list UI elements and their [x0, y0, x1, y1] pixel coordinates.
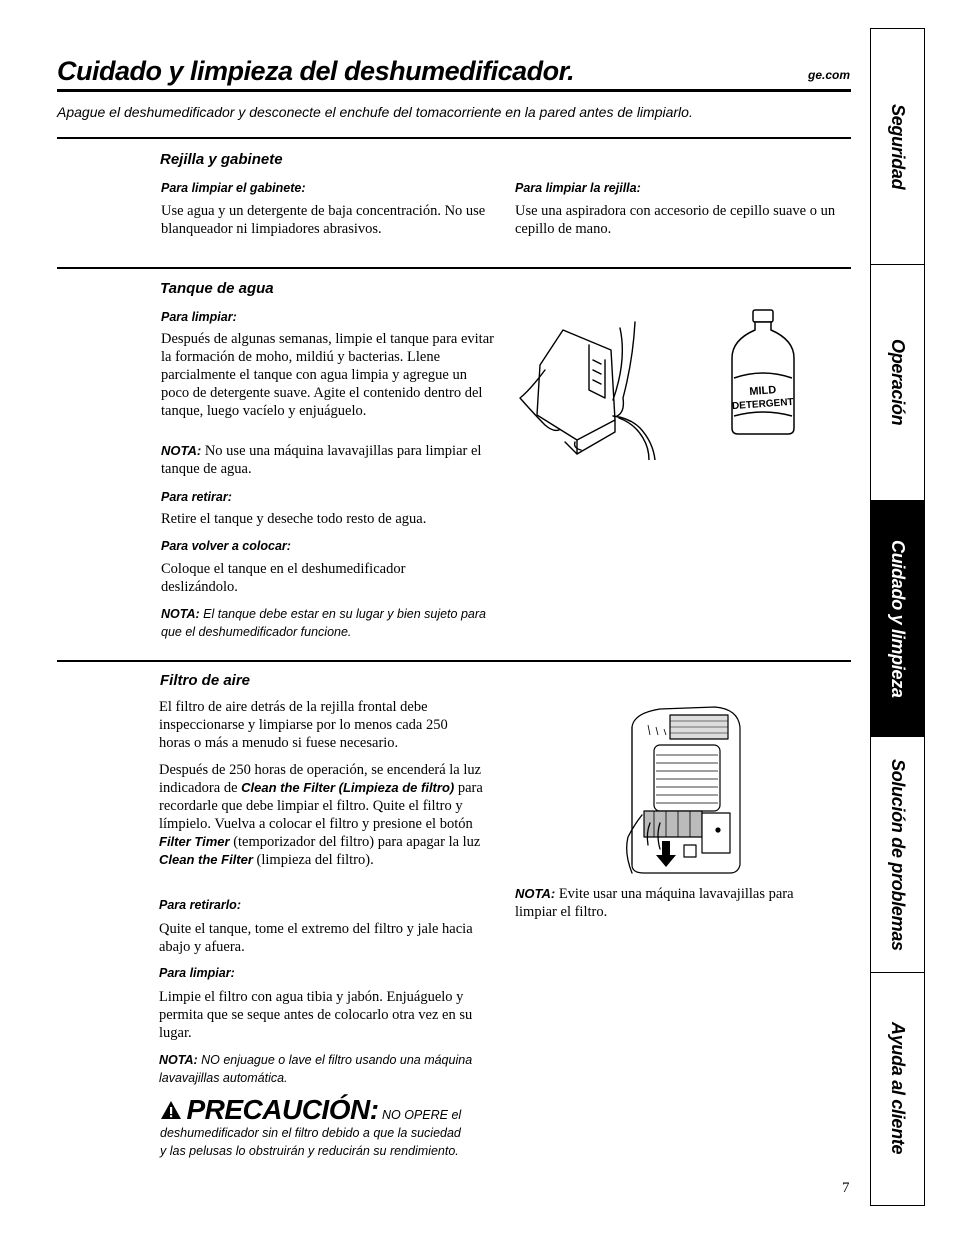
tanque-nota-2: [161, 605, 491, 641]
caution-block: [160, 1094, 461, 1126]
tab-label: Seguridad: [888, 103, 908, 190]
retirar-text: Retire el tanque y deseche todo resto de agua.: [161, 511, 427, 527]
dehumidifier-filter-illustration: [620, 705, 745, 880]
warning-icon: [160, 1100, 182, 1120]
text-run: (limpieza del filtro).: [252, 852, 374, 868]
nota-label: NOTA:: [515, 886, 556, 901]
section-divider: [57, 267, 851, 269]
sidebar-tabs: [870, 28, 925, 1206]
tab-operacion[interactable]: [871, 265, 924, 501]
section-title-rejilla: Rejilla y gabinete: [160, 151, 283, 168]
retirarlo-text: Quite el tanque, tome el extremo del filtro y jale hacia abajo y afuera.: [159, 921, 473, 955]
tab-ayuda-al-cliente[interactable]: [871, 973, 924, 1204]
section-divider: [57, 137, 851, 139]
filtro-nota: [159, 1051, 499, 1087]
filtro-nota-right: [515, 885, 825, 921]
clean-filter-term: Clean the Filter: [159, 852, 253, 867]
filtro-paragraph-2: [159, 761, 495, 869]
gabinete-label: Para limpiar el gabinete:: [161, 181, 306, 195]
rejilla-label: Para limpiar la rejilla:: [515, 181, 641, 195]
tab-label: Ayuda al cliente: [888, 1022, 908, 1155]
filter-timer-term: Filter Timer: [159, 834, 230, 849]
detergent-bottle-illustration: [728, 308, 798, 436]
tab-solucion-de-problemas[interactable]: [871, 737, 924, 973]
nota-text: NO enjuague o lave el filtro usando una máquina lavavajillas automática.: [159, 1053, 473, 1085]
section-title-tanque: Tanque de agua: [160, 280, 274, 297]
tanque-limpiar-text: Después de algunas semanas, limpie el tanque para evitar la formación de moho, mildiú y bacterias. Llene parcialmente el tanque con agua limpia y agregue un poco de detergente suave. Agite el contenido dentro del tanque, luego vacíelo y enjuáguelo.: [161, 331, 494, 419]
section-divider: [57, 660, 851, 662]
nota-label: NOTA:: [161, 443, 202, 458]
text-run: para recordarle que debe limpiar el filtro. Quite el filtro y límpielo. Vuelva a colocar el filtro y presione el botón: [159, 780, 483, 832]
header-rule: [57, 89, 851, 92]
rejilla-text: Use una aspiradora con accesorio de cepillo suave o un cepillo de mano.: [515, 203, 836, 237]
nota-label: NOTA:: [159, 1053, 198, 1067]
caution-heading: PRECAUCIÓN:: [186, 1094, 379, 1125]
text-run: (temporizador del filtro) para apagar la luz: [229, 834, 481, 850]
tab-label: Solución de problemas: [888, 758, 908, 951]
tab-seguridad[interactable]: [871, 29, 924, 265]
section-title-filtro: Filtro de aire: [160, 672, 251, 689]
tanque-nota-1: [161, 442, 497, 478]
text-run: Después de 250 horas de operación, se encenderá la luz indicadora de: [159, 762, 482, 796]
page-title: Cuidado y limpieza del deshumedificador.: [57, 56, 575, 86]
colocar-label: Para volver a colocar:: [161, 539, 291, 553]
tab-label: Cuidado y limpieza: [888, 539, 908, 698]
nota-text: No use una máquina lavavajillas para limpiar el tanque de agua.: [161, 443, 482, 477]
intro-text: Apague el deshumedificador y desconecte el enchufe del tomacorriente en la pared antes de limpiarlo.: [57, 104, 693, 120]
tab-cuidado-y-limpieza[interactable]: [871, 501, 924, 737]
tanque-limpiar-label: Para limpiar:: [161, 310, 237, 324]
bottle-label-detergent: DETERGENT: [731, 396, 794, 413]
retirar-label: Para retirar:: [161, 490, 232, 504]
caution-line-3: y las pelusas lo obstruirán y reducirán su rendimiento.: [160, 1144, 459, 1158]
nota-label: NOTA:: [161, 607, 200, 621]
caution-line-1: NO OPERE el: [378, 1108, 462, 1122]
filtro-paragraph-1: El filtro de aire detrás de la rejilla frontal debe inspeccionarse y limpiarse por lo menos cada 250 horas o más a menudo si fuese necesario.: [159, 699, 448, 751]
tab-label: Operación: [888, 339, 908, 426]
filtro-limpiar-label: Para limpiar:: [159, 966, 235, 980]
clean-filter-term: Clean the Filter (Limpieza de filtro): [241, 780, 455, 795]
filtro-limpiar-text: Limpie el filtro con agua tibia y jabón. Enjuáguelo y permita que se seque antes de colocarlo otra vez en su lugar.: [159, 989, 473, 1041]
caution-line-2: deshumedificador sin el filtro debido a que la suciedad: [160, 1126, 461, 1140]
site-link[interactable]: ge.com: [807, 68, 850, 82]
bottle-label-mild: MILD: [748, 384, 777, 398]
page-number: 7: [842, 1180, 850, 1196]
nota-text: El tanque debe estar en su lugar y bien sujeto para que el deshumedificador funcione.: [161, 607, 486, 639]
retirarlo-label: Para retirarlo:: [159, 898, 241, 912]
tank-rinse-illustration: [515, 320, 665, 460]
colocar-text: Coloque el tanque en el deshumedificador deslizándolo.: [161, 561, 406, 595]
nota-text: Evite usar una máquina lavavajillas para limpiar el filtro.: [515, 886, 794, 920]
gabinete-text: Use agua y un detergente de baja concentración. No use blanqueador ni limpiadores abrasivos.: [161, 203, 486, 237]
